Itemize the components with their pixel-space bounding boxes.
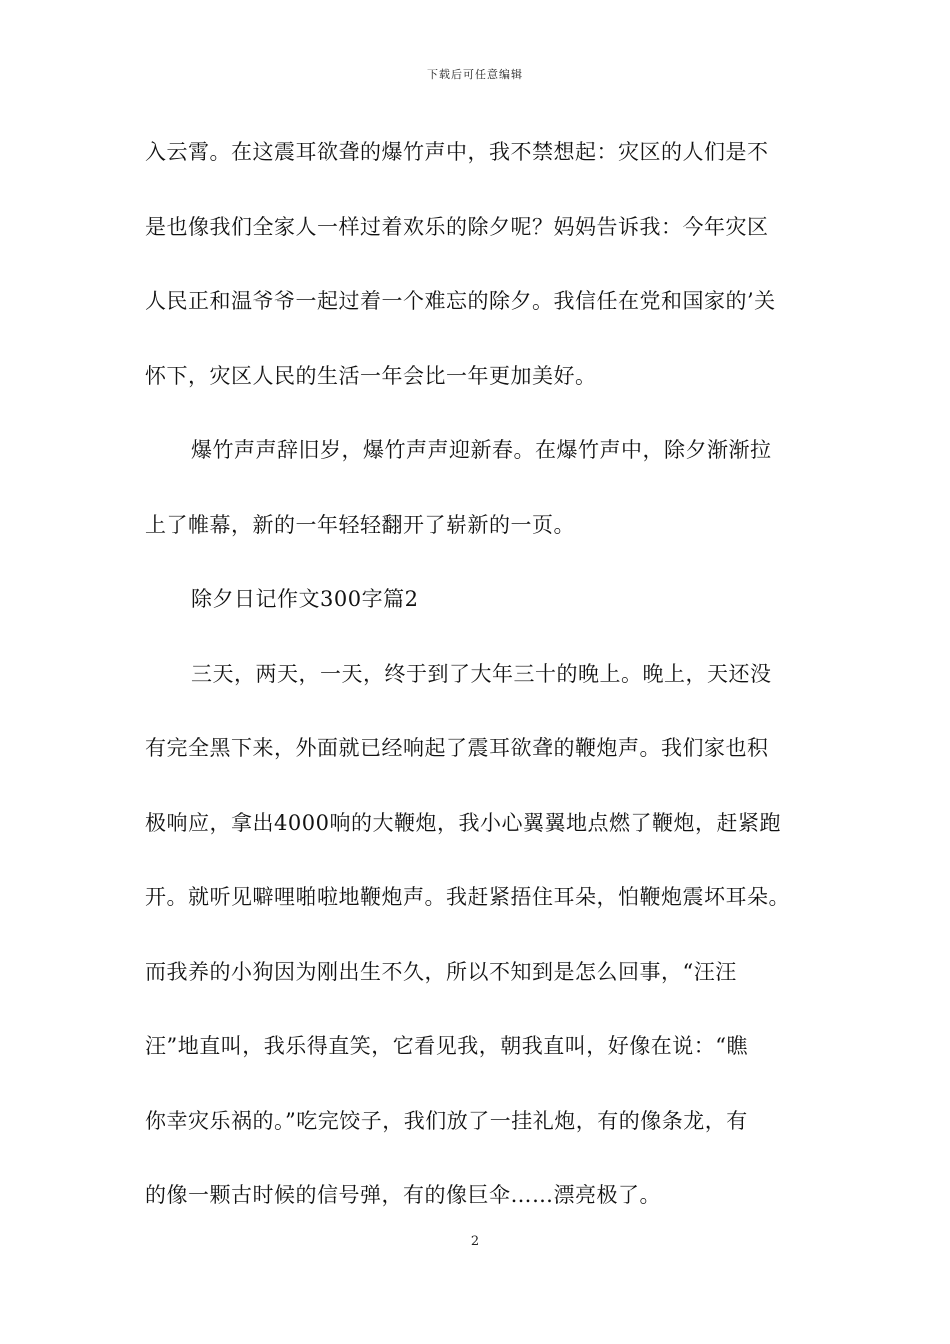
paragraph-line: 的像一颗古时候的信号弹，有的像巨伞……漂亮极了。 xyxy=(145,1183,661,1207)
paragraph-line: 而我养的小狗因为刚出生不久，所以不知到是怎么回事，“汪汪 xyxy=(145,959,737,984)
paragraph-line: 汪”地直叫，我乐得直笑，它看见我，朝我直叫，好像在说：“瞧 xyxy=(145,1034,748,1058)
paragraph-line: 人民正和温爷爷一起过着一个难忘的除夕。我信任在党和国家的’关 xyxy=(145,289,776,313)
page-header: 下载后可任意编辑 xyxy=(427,68,523,81)
paragraph-line: 入云霄。在这震耳欲聋的爆竹声中，我不禁想起：灾区的人们是不 xyxy=(145,140,769,164)
document-body xyxy=(145,130,810,1248)
paragraph-line: 三天，两天，一天，终于到了大年三十的晚上。晚上，天还没 xyxy=(191,661,772,686)
paragraph-line: 爆竹声声辞旧岁，爆竹声声迎新春。在爆竹声中，除夕渐渐拉 xyxy=(191,438,772,462)
paragraph-line: 你幸灾乐祸的。”吃完饺子，我们放了一挂礼炮，有的像条龙，有 xyxy=(145,1108,748,1133)
paragraph-line: 有完全黑下来，外面就已经响起了震耳欲聋的鞭炮声。我们家也积 xyxy=(145,736,769,760)
paragraph-line: 怀下，灾区人民的生活一年会比一年更加美好。 xyxy=(145,363,597,388)
paragraph-line: 开。就听见噼哩啪啦地鞭炮声。我赶紧捂住耳朵，怕鞭炮震坏耳朵。 xyxy=(145,885,790,909)
paragraph-line: 极响应，拿出4000响的大鞭炮，我小心翼翼地点燃了鞭炮，赶紧跑 xyxy=(145,810,781,835)
paragraph-line: 是也像我们全家人一样过着欢乐的除夕呢？妈妈告诉我：今年灾区 xyxy=(145,214,769,239)
paragraph-line: 上了帷幕，新的一年轻轻翻开了崭新的一页。 xyxy=(145,512,575,537)
section-heading: 除夕日记作文300字篇2 xyxy=(191,587,419,611)
page-number: 2 xyxy=(470,1234,480,1249)
